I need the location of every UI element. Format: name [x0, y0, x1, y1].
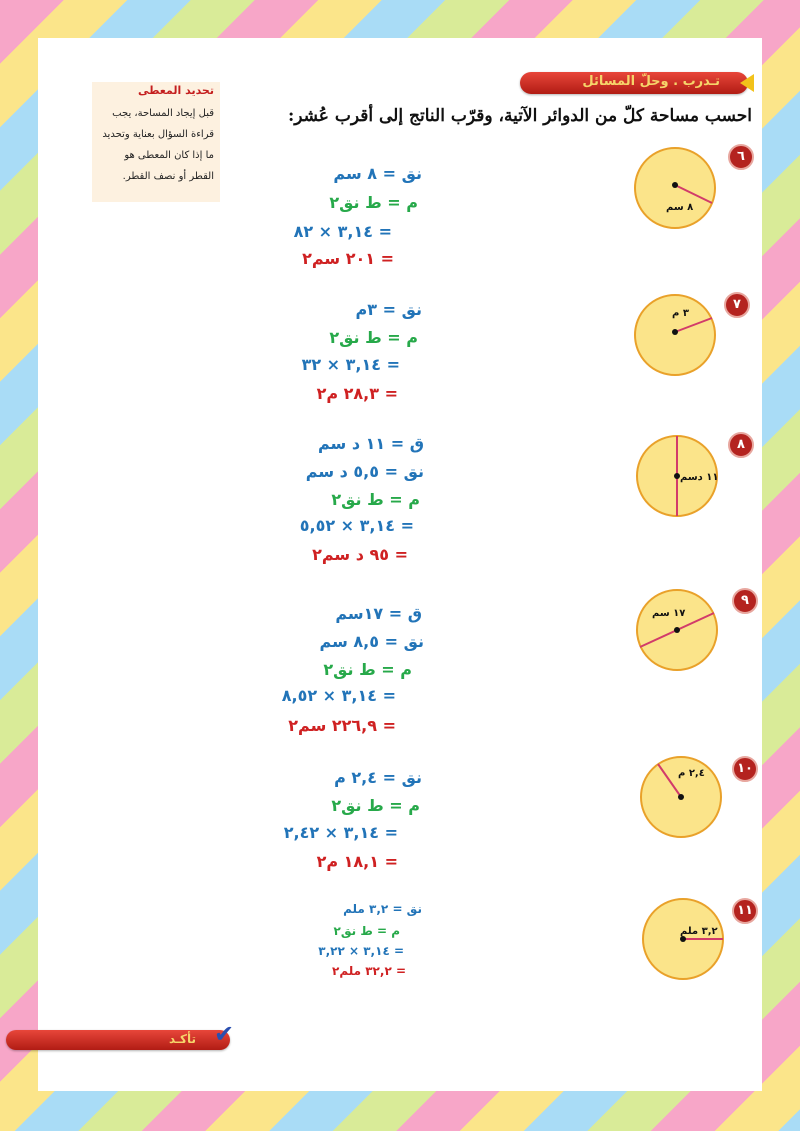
ex7-line-4: = ٢٨,٣ م٢: [316, 384, 398, 403]
ex9-line-4: = ٣,١٤ × ٨,٥٢: [281, 686, 396, 705]
ex11-line-4: = ٣٢,٢ ملم٢: [331, 964, 406, 978]
ex9-line-3: م = ط نق٢: [323, 660, 412, 679]
tip-title: تحديد المعطى: [137, 84, 214, 97]
checkmark-icon: ✔: [214, 1020, 235, 1048]
ex7-line-2: م = ط نق٢: [329, 328, 418, 347]
ex10-line-3: = ٣,١٤ × ٢,٤٢: [283, 823, 398, 842]
ex8-line-3: م = ط نق٢: [331, 490, 420, 509]
circle-diagram-6: [632, 145, 718, 231]
section-banner: [520, 72, 748, 94]
check-banner: [6, 1030, 230, 1050]
ex9-line-5: = ٢٢٦,٩ سم٢: [288, 716, 396, 735]
ex7-line-3: = ٣,١٤ × ٣٢: [301, 355, 400, 374]
circle-diagram-11: [640, 896, 726, 982]
tip-body: قبل إيجاد المساحة، يجب قراءة السؤال بعناية وتحديد ما إذا كان المعطى هو القطر أو نصف القطر.: [102, 108, 214, 182]
ex8-line-1: ق = ١١ د سم: [317, 434, 424, 453]
exercise-number-8: ٨: [728, 432, 754, 458]
circle-diagram-9: [634, 587, 720, 673]
tip-box: [92, 82, 220, 202]
circle-label-8: ١١ دسم: [680, 472, 719, 483]
instruction-text: احسب مساحة كلّ من الدوائر الآتية، وقرّب الناتج إلى أقرب عُشر:: [287, 106, 752, 126]
banner-arrow-icon: [740, 74, 754, 92]
circle-label-9: ١٧ سم: [652, 608, 686, 619]
ex6-line-2: م = ط نق٢: [329, 193, 418, 212]
circle-diagram-7: [632, 292, 718, 378]
ex6-line-1: نق = ٨ سم: [333, 164, 422, 183]
exercise-number-10: ١٠: [732, 756, 758, 782]
circle-diagram-10: [638, 754, 724, 840]
ex10-line-1: نق = ٢,٤ م: [334, 768, 422, 787]
exercise-number-7: ٧: [724, 292, 750, 318]
circle-label-11: ٣,٢ ملم: [680, 926, 718, 937]
ex11-line-1: نق = ٣,٢ ملم: [343, 902, 422, 916]
ex9-line-2: نق = ٨,٥ سم: [319, 632, 424, 651]
check-banner-label: تأكـد: [168, 1032, 196, 1046]
ex10-line-4: = ١٨,١ م٢: [316, 852, 398, 871]
ex11-line-2: م = ط نق٢: [333, 924, 400, 938]
ex7-line-1: نق = ٣م: [355, 300, 422, 319]
exercise-number-6: ٦: [728, 144, 754, 170]
circle-label-6: ٨ سم: [666, 202, 694, 213]
ex10-line-2: م = ط نق٢: [331, 796, 420, 815]
circle-label-10: ٢,٤ م: [678, 768, 705, 779]
ex11-line-3: = ٣,١٤ × ٣,٢٢: [318, 944, 404, 958]
section-banner-label: تـدرب . وحلّ المسائل: [582, 74, 720, 89]
ex6-line-4: = ٢٠١ سم٢: [302, 249, 394, 268]
ex6-line-3: = ٣,١٤ × ٨٢: [293, 222, 392, 241]
ex8-line-2: نق = ٥,٥ د سم: [305, 462, 424, 481]
ex8-line-4: = ٣,١٤ × ٥,٥٢: [299, 516, 414, 535]
ex8-line-5: = ٩٥ د سم٢: [312, 545, 408, 564]
exercise-number-9: ٩: [732, 588, 758, 614]
circle-label-7: ٣ م: [672, 308, 689, 319]
ex9-line-1: ق = ١٧سم: [335, 604, 422, 623]
exercise-number-11: ١١: [732, 898, 758, 924]
